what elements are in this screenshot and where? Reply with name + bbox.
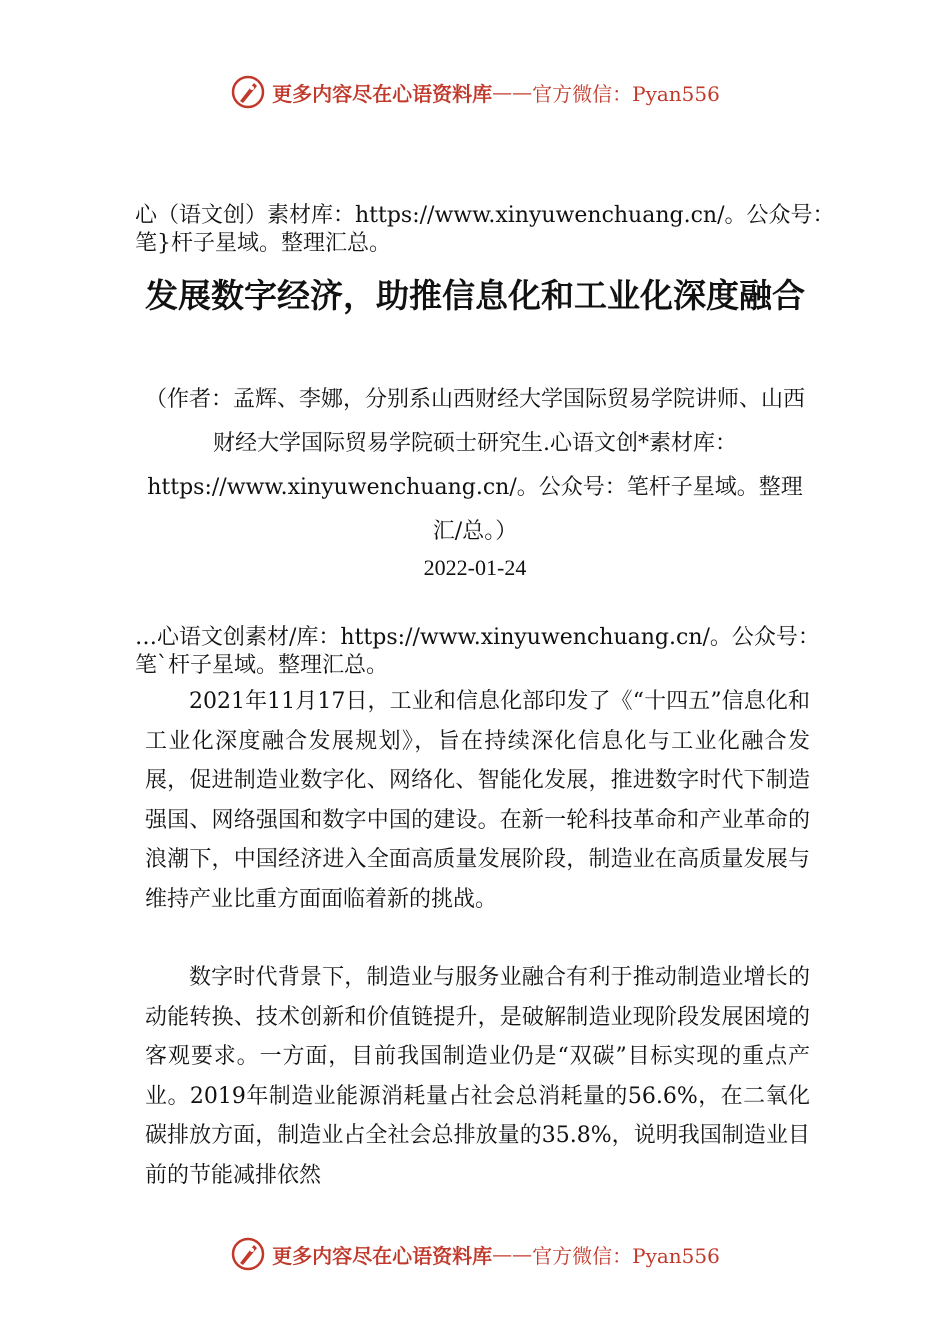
header-banner — [0, 70, 950, 114]
watermark-line-top: 心（语文创）素材库：https://www.xinyuwenchuang.cn/。公众号：笔}杆子星域。整理汇总。 — [135, 203, 835, 256]
banner-brand-text: 更多内容尽在心语资料库 — [272, 81, 493, 106]
pen-nib-logo-icon — [230, 74, 266, 110]
banner-separator: —— — [492, 1242, 533, 1266]
paragraph-text: 2021年11月17日，工业和信息化部印发了《“十四五”信息化和工业化深度融合发展规划》，旨在持续深化信息化与工业化融合发展，促进制造业数字化、网络化、智能化发展，推进数字时代下制造强国、网络强国和数字中国的建设。在新一轮科技革命和产业革命的浪潮下，中国经济进入全面高质量发展阶段，制造业在高质量发展与维持产业比重方面面临着新的挑战。 — [145, 689, 810, 912]
banner-wechat-text: 官方微信：Pyan556 — [532, 81, 720, 106]
watermark-line-mid: …心语文创素材/库：https://www.xinyuwenchuang.cn/。公众号：笔`杆子星域。整理汇总。 — [135, 625, 820, 678]
body-paragraph-1 — [145, 682, 810, 919]
pen-nib-logo-icon — [230, 1236, 266, 1272]
article-date: 2022-01-24 — [423, 555, 527, 580]
banner-separator: —— — [492, 80, 533, 104]
banner-wechat-text: 官方微信：Pyan556 — [532, 1243, 720, 1268]
paragraph-text: 数字时代背景下，制造业与服务业融合有利于推动制造业增长的动能转换、技术创新和价值链提升，是破解制造业现阶段发展困境的客观要求。一方面，目前我国制造业仍是“双碳”目标实现的重点产业。2019年制造业能源消耗量占社会总消耗量的56.6%，在二氧化碳排放方面，制造业占全社会总排放量的35.8%，说明我国制造业目前的节能减排依然 — [145, 965, 810, 1188]
body-paragraph-2 — [145, 958, 810, 1195]
banner-brand-text: 更多内容尽在心语资料库 — [272, 1243, 493, 1268]
footer-banner — [0, 1232, 950, 1276]
article-byline: （作者：孟辉、李娜，分别系山西财经大学国际贸易学院讲师、山西财经大学国际贸易学院硕士研究生.心语文创*素材库：https://www.xinyuwenchuang.cn/。公众号：笔杆子星域。整理汇/总。） — [144, 387, 805, 544]
article-title: 发展数字经济，助推信息化和工业化深度融合 — [145, 276, 805, 315]
